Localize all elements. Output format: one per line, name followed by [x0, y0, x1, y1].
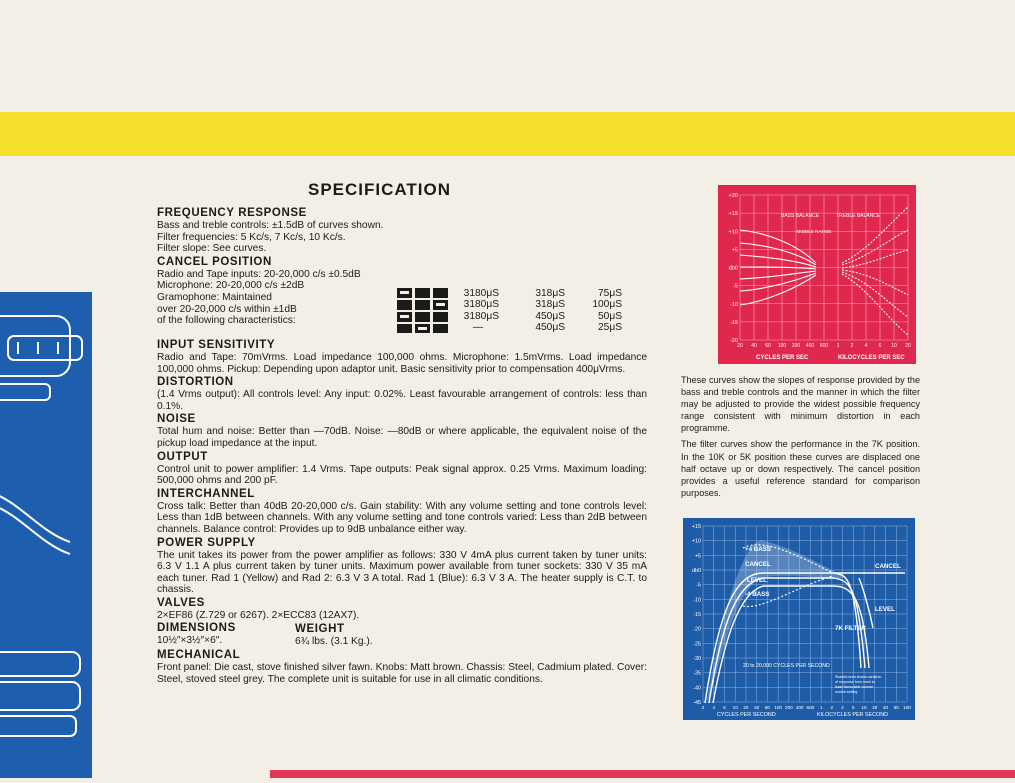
spec-line: Microphone: 20-20,000 c/s ±2dB [157, 280, 305, 292]
y-tick-label: +20 [728, 193, 738, 199]
y-tick-label: -15 [693, 612, 701, 618]
x-tick-label: 6 [852, 705, 855, 710]
spec-line: Bass and treble controls: ±1.5dB of curves shown. [157, 220, 384, 231]
x-axis-label-cycles: CYCLES PER SECOND [717, 712, 776, 718]
x-tick-label: 6 [723, 705, 726, 710]
section-heading: DIMENSIONS [157, 622, 236, 635]
bass-down-label: -4 BASS [745, 591, 770, 598]
y-tick-label: -30 [693, 656, 701, 662]
chart-background [718, 185, 916, 364]
y-tick-label: +5 [694, 553, 701, 560]
x-tick-label: 4 [841, 705, 844, 710]
y-tick-label: -35 [693, 670, 701, 677]
cancel-left-label: CANCEL [745, 561, 771, 568]
section-heading: VALVES [157, 596, 205, 609]
svg-text:least favourable volume: least favourable volume [835, 685, 873, 689]
range-note: 20 to 20,000 CYCLES PER SECOND [743, 663, 830, 669]
x-tick-label: 1 [836, 343, 840, 349]
gramophone-text [157, 292, 357, 327]
x-tick-label: 60 [765, 343, 771, 349]
x-tick-label: 2 [701, 705, 705, 710]
treble-balance-label: TREBLE BALANCE [836, 213, 881, 219]
bass-up-label: +4 BASS [745, 546, 771, 553]
equalisation-grid-icon [397, 288, 449, 334]
spec-paragraph: Cross talk: Better than 40dB 20-20,000 c/s. Gain stability: With any volume setting and tone controls level: Less than 1dB between channels. With any volume setting and tone controls varied: Less than 2dB between channels. Balance control: Provides up to 9dB unbalance either way. [157, 500, 647, 535]
y-tick-label: -45 [693, 700, 701, 706]
y-tick-label: +15 [728, 211, 738, 218]
x-tick-label: 10 [891, 343, 897, 349]
x-tick-label: 100 [774, 705, 782, 710]
section-heading: MECHANICAL [157, 649, 241, 662]
x-tick-label: 100 [903, 705, 911, 710]
x-tick-label: 20 [905, 343, 911, 349]
time-constant-col-2: 318μS 318μS 450μS 450μS [535, 287, 565, 334]
section-heading: DISTORTION [157, 376, 234, 389]
x-tick-label: 10 [732, 705, 738, 710]
spec-line: 6¾ lbs. (3.1 Kg.). [295, 636, 373, 648]
gramophone-block [157, 287, 647, 338]
spec-line: Radio and Tape inputs: 20-20,000 c/s ±0.5dB [157, 268, 361, 280]
x-tick-label: 20 [872, 705, 878, 710]
x-tick-label: 20 [743, 705, 749, 710]
tone-control-chart [718, 185, 916, 369]
description-paragraph: The filter curves show the performance in the 7K position. In the 10K or 5K position these curves are displaced one half octave up or down respectively. The cancel position provides a useful reference standard for comparison purposes. [681, 439, 920, 498]
spec-line: over 20-20,000 c/s within ±1dB [157, 303, 297, 315]
filter-response-chart [683, 518, 915, 725]
time-constant-col-3: 75μS 100μS 50μS 25μS [592, 287, 622, 334]
yellow-band [0, 112, 1015, 156]
blue-side-strip [0, 292, 92, 778]
svg-text:control setting: control setting [835, 690, 858, 694]
y-tick-label: db0 [692, 568, 701, 574]
y-tick-label: +5 [731, 247, 738, 254]
x-tick-label: 40 [754, 705, 760, 710]
y-tick-label: -40 [693, 685, 701, 692]
x-tick-label: 100 [777, 343, 787, 349]
pink-bottom-strip [270, 770, 1015, 778]
y-tick-label: -10 [693, 597, 701, 604]
x-axis-label-cycles: CYCLES PER SEC [756, 355, 809, 361]
spec-paragraph: 2×EF86 (Z.729 or 6267). 2×ECC83 (12AX7). [157, 609, 360, 621]
dimensions-weight-row [157, 622, 647, 648]
spec-paragraph: Control unit to power amplifier: 1.4 Vrms. Tape outputs: Peak signal approx. 0.25 Vrms. Maximum loading: 500,000 ohms and 200 pF. [157, 463, 647, 487]
section-heading: NOISE [157, 413, 196, 426]
spec-paragraph: The unit takes its power from the power amplifier as follows: 330 V 4mA plus current taken by tuner units: 6.3 V 1.1 A plus current taken by tuner units. Maximum power available from tuner sockets: 330 V 35 mA each tuner. Rad 1 (Yellow) and Rad 2: 6.3 V 3 A total. Rad 1 (Blue): 6.3 V 3 A. The heater supply is C.T. to chassis. [157, 549, 647, 596]
x-tick-label: 6 [878, 343, 882, 349]
specification-body [157, 206, 647, 686]
y-tick-label: -25 [693, 641, 701, 648]
filter-response-chart-svg [683, 518, 915, 720]
x-tick-label: 200 [791, 343, 801, 349]
middle-range-label: MIDDLE RANGE [796, 229, 832, 234]
x-tick-label: 4 [864, 343, 868, 349]
section-heading: CANCEL POSITION [157, 255, 272, 268]
time-constant-col-1: 3180μS 3180μS 3180μS — [463, 287, 499, 334]
page-title: SPECIFICATION [308, 180, 452, 199]
y-tick-label: +10 [691, 538, 701, 545]
y-tick-label: -20 [693, 626, 701, 633]
curves-description [681, 374, 920, 503]
dimensions-block [157, 622, 647, 647]
x-tick-label: 10 [861, 705, 867, 710]
bass-balance-label: BASS BALANCE [781, 213, 820, 219]
weight-block [295, 622, 373, 648]
y-tick-label: -5 [733, 283, 738, 290]
x-axis-label-kilocycles: KILOCYCLES PER SEC [838, 355, 905, 361]
section-heading: INTERCHANNEL [157, 487, 255, 500]
filter-label: 7K FILTER [835, 625, 866, 632]
x-tick-label: 40 [751, 343, 757, 349]
spec-paragraph: Front panel: Die cast, stove finished silver fawn. Knobs: Matt brown. Chassis: Steel, Cadmium plated. Cover: Steel, stoved steel grey. The complete unit is suitable for use in all climatic conditions. [157, 662, 647, 686]
x-tick-label: 600 [806, 705, 815, 710]
x-tick-label: 20 [737, 343, 743, 349]
x-tick-label: 60 [764, 705, 770, 710]
section-heading: WEIGHT [295, 623, 345, 636]
y-tick-label: +15 [691, 524, 701, 530]
x-tick-label: 600 [819, 343, 829, 349]
svg-text:Shaded area shows variation: Shaded area shows variation [835, 675, 882, 679]
spec-paragraph: (1.4 Vrms output): All controls level: Any input: 0.02%. Least favourable arrangement of controls: less than 0.1%. [157, 389, 647, 412]
svg-text:of response from most to: of response from most to [835, 680, 875, 684]
spec-line: Gramophone: Maintained [157, 291, 272, 303]
y-tick-label: -20 [729, 338, 738, 344]
y-tick-label: +10 [728, 229, 738, 236]
level-right-label: LEVEL [875, 606, 895, 613]
tone-control-chart-svg [718, 185, 916, 364]
x-tick-label: 2 [830, 705, 834, 710]
spec-line: of the following characteristics: [157, 315, 296, 327]
spec-paragraph: Radio and Tape: 70mVrms. Load impedance 100,000 ohms. Microphone: 1.5mVrms. Load impedance 100,000 ohms. Pickup: Depending upon adaptor unit. Basic sensitivity prior to compensation 400μVrms. [157, 351, 647, 375]
x-axis-label-kilocycles: KILOCYCLES PER SECOND [817, 712, 888, 718]
x-tick-label: 4 [712, 705, 716, 710]
x-tick-label: 2 [850, 343, 854, 349]
section-heading: INPUT SENSITIVITY [157, 338, 276, 351]
cancel-right-label: CANCEL [875, 563, 901, 570]
x-tick-label: 400 [805, 343, 815, 349]
x-tick-label: 400 [795, 705, 804, 710]
section-heading: OUTPUT [157, 450, 208, 463]
section-heading: FREQUENCY RESPONSE [157, 207, 307, 219]
x-tick-label: 60 [893, 705, 899, 710]
spec-line: 10½″×3½″×6″. [157, 635, 223, 647]
level-left-label: LEVEL [747, 577, 767, 584]
chart-background [683, 518, 915, 720]
x-tick-label: 1 [819, 705, 823, 710]
tape-deck-illustration [0, 292, 92, 778]
y-tick-label: db0 [728, 265, 738, 272]
x-tick-label: 200 [785, 705, 793, 710]
spec-line: Filter frequencies: 5 Kc/s, 7 Kc/s, 10 Kc/s. [157, 231, 346, 243]
section-heading: POWER SUPPLY [157, 536, 256, 549]
spec-paragraph: Total hum and noise: Better than —70dB. Noise: —80dB or where applicable, the equivalent noise of the pickup load impedance at the input. [157, 426, 647, 449]
description-paragraph: These curves show the slopes of response provided by the bass and treble controls and the manner in which the filter may be adjusted to provide the widest possible frequency range consistent with minimum distortion in each programme. [681, 375, 920, 434]
y-tick-label: -5 [696, 582, 701, 589]
spec-line: Filter slope: See curves. [157, 243, 267, 255]
y-tick-label: -10 [729, 301, 738, 308]
y-tick-label: -15 [729, 319, 738, 326]
x-tick-label: 40 [882, 705, 889, 710]
